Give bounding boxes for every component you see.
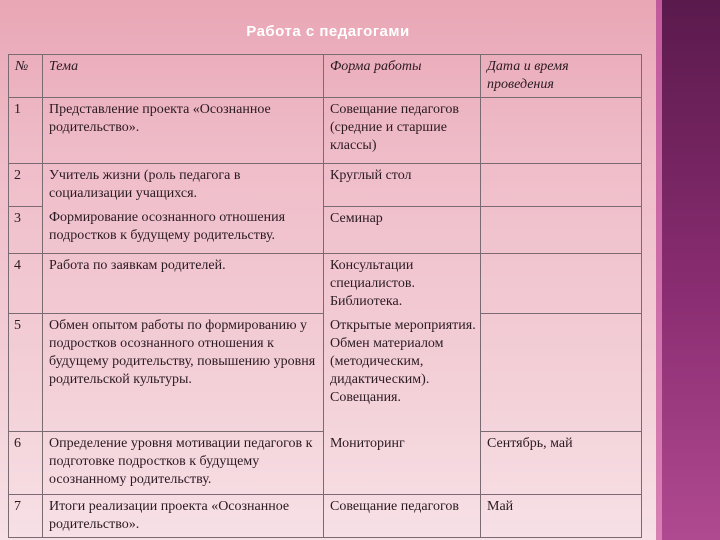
table-row bbox=[9, 164, 642, 207]
row-form: Круглый стол bbox=[324, 164, 481, 207]
header-form: Форма работы bbox=[324, 55, 481, 98]
row-number: 6 bbox=[9, 432, 43, 495]
row-date bbox=[481, 253, 642, 314]
table-row bbox=[9, 495, 642, 538]
row-number: 4 bbox=[9, 253, 43, 314]
row-number: 2 bbox=[9, 164, 43, 207]
row-topic: Итоги реализации проекта «Осознанное родительство». bbox=[43, 495, 324, 538]
row-number: 7 bbox=[9, 495, 43, 538]
header-date: Дата и время проведения bbox=[481, 55, 642, 98]
row-form: Совещание педагогов bbox=[324, 495, 481, 538]
row-topic: Учитель жизни (роль педагога в социализации учащихся. bbox=[43, 164, 324, 207]
table-row bbox=[9, 253, 642, 314]
row-date: Май bbox=[481, 495, 642, 538]
row-number: 1 bbox=[9, 98, 43, 164]
row-form: Мониторинг bbox=[324, 432, 481, 495]
work-plan-table bbox=[8, 54, 642, 538]
table-row bbox=[9, 206, 642, 253]
row-date bbox=[481, 98, 642, 164]
slide-title: Работа с педагогами bbox=[246, 23, 410, 40]
row-date bbox=[481, 206, 642, 253]
row-number: 5 bbox=[9, 314, 43, 432]
table-row bbox=[9, 98, 642, 164]
table-row bbox=[9, 432, 642, 495]
header-number: № bbox=[9, 55, 43, 98]
row-number: 3 bbox=[9, 206, 43, 253]
row-topic: Обмен опытом работы по формированию у подростков осознанного отношения к будущему родительству, повышению уровня родительской культуры. bbox=[43, 314, 324, 432]
row-topic: Работа по заявкам родителей. bbox=[43, 253, 324, 314]
row-date: Сентябрь, май bbox=[481, 432, 642, 495]
table-header-row bbox=[9, 55, 642, 98]
row-topic: Представление проекта «Осознанное родительство». bbox=[43, 98, 324, 164]
row-form: Консультации специалистов. Библиотека. bbox=[324, 253, 481, 314]
row-date bbox=[481, 164, 642, 207]
row-date bbox=[481, 314, 642, 432]
table-row bbox=[9, 314, 642, 432]
row-topic: Формирование осознанного отношения подростков к будущему родительству. bbox=[43, 206, 324, 253]
header-topic: Тема bbox=[43, 55, 324, 98]
decorative-side-bar bbox=[656, 0, 720, 540]
row-topic: Определение уровня мотивации педагогов к подготовке подростков к будущему осознанному родительству. bbox=[43, 432, 324, 495]
row-form: Совещание педагогов (средние и старшие классы) bbox=[324, 98, 481, 164]
row-form: Семинар bbox=[324, 206, 481, 253]
row-form: Открытые мероприятия. Обмен материалом (методическим, дидактическим). Совещания. bbox=[324, 314, 481, 432]
